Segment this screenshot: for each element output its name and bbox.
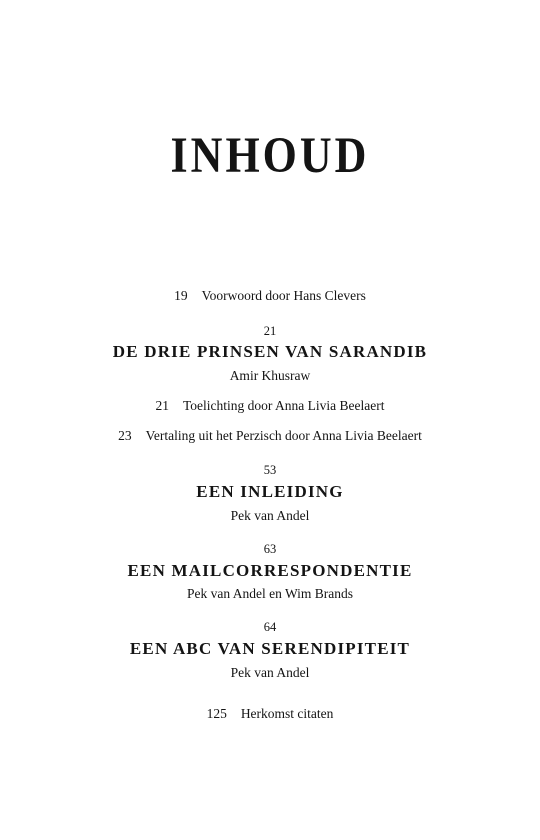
toc-entry-voorwoord [0, 288, 540, 304]
page-number: 21 [263, 324, 277, 338]
section-author: Pek van Andel [230, 665, 310, 680]
page-title: INHOUD [170, 127, 370, 184]
page-number: 21 [155, 398, 169, 413]
toc-entry-toelichting [0, 398, 540, 414]
section-heading: DE DRIE PRINSEN VAN SARANDIB [112, 342, 428, 361]
page-number: 19 [174, 288, 188, 303]
section-heading: EEN INLEIDING [196, 482, 344, 501]
section-heading: EEN ABC VAN SERENDIPITEIT [129, 639, 411, 658]
page-number: 23 [118, 428, 132, 443]
section-author: Pek van Andel en Wim Brands [186, 586, 354, 601]
page-number: 125 [206, 706, 227, 721]
page-number: 53 [263, 463, 277, 477]
section-author: Amir Khusraw [229, 368, 311, 383]
section-author: Pek van Andel [230, 508, 310, 523]
entry-text: Herkomst citaten [240, 706, 334, 721]
toc-entry-herkomst [0, 706, 540, 722]
page-number: 63 [263, 542, 277, 556]
entry-text: Voorwoord door Hans Clevers [201, 288, 366, 303]
entry-text: Vertaling uit het Perzisch door Anna Livia Beelaert [145, 428, 422, 443]
section-heading: EEN MAILCORRESPONDENTIE [127, 561, 413, 580]
toc-entry-vertaling [0, 428, 540, 444]
page-number: 64 [263, 620, 277, 634]
entry-text: Toelichting door Anna Livia Beelaert [183, 398, 385, 413]
